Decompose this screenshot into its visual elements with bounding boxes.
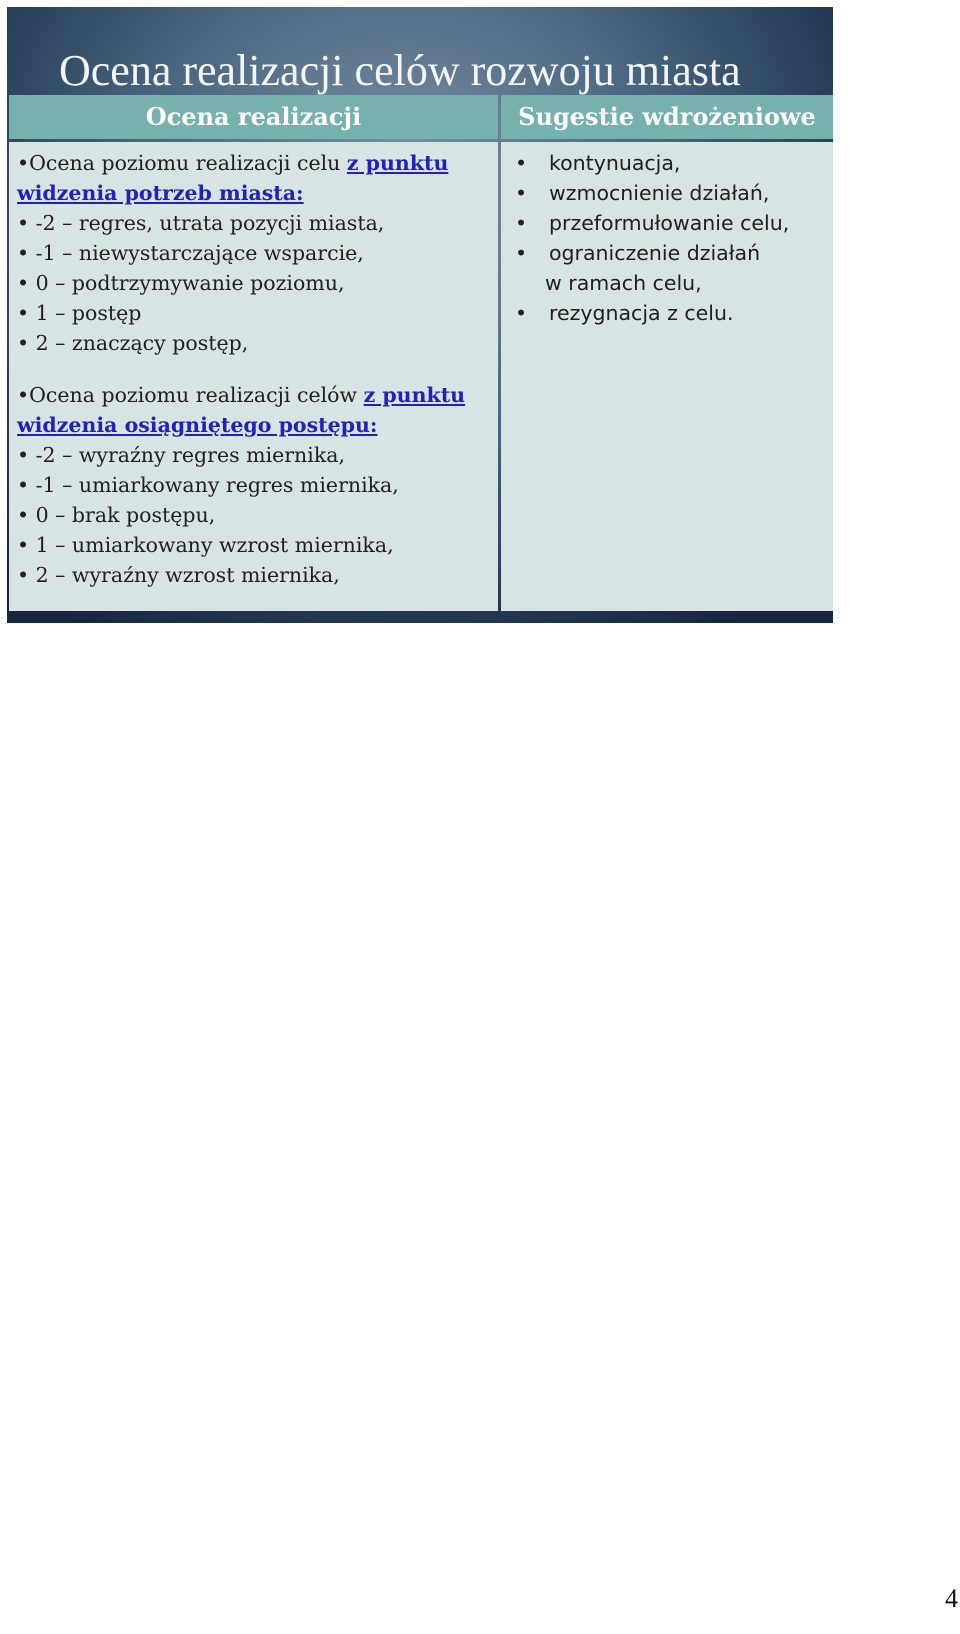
- page-number: 4: [945, 1584, 958, 1613]
- suggestion-text: rezygnacja z celu.: [549, 301, 734, 325]
- progress-assessment-intro: [17, 380, 494, 440]
- scale-item: • -1 – niewystarczające wsparcie,: [17, 241, 364, 265]
- scale-item: • 2 – znaczący postęp,: [17, 331, 249, 355]
- assessment-table: [9, 95, 833, 611]
- cell-ocena-realizacji: [9, 142, 498, 611]
- suggestion-item: [513, 238, 829, 268]
- intro-text: •Ocena poziomu realizacji celów: [17, 383, 364, 407]
- suggestions-list: [513, 148, 829, 328]
- suggestion-item: [513, 178, 829, 208]
- bullet-icon: •: [515, 241, 528, 265]
- header-sugestie-wdrozeniowe: Sugestie wdrożeniowe: [501, 95, 833, 139]
- slide: [7, 7, 833, 623]
- scale-item: • 0 – podtrzymywanie poziomu,: [17, 271, 345, 295]
- bullet-icon: •: [515, 151, 528, 175]
- suggestion-continuation: w ramach celu,: [545, 271, 702, 295]
- header-ocena-realizacji: Ocena realizacji: [9, 95, 498, 139]
- needs-assessment-block: [17, 148, 494, 358]
- suggestion-text: przeformułowanie celu,: [549, 211, 790, 235]
- scale-item: • -2 – regres, utrata pozycji miasta,: [17, 211, 385, 235]
- cell-sugestie-wdrozeniowe: [501, 142, 833, 611]
- slide-title: Ocena realizacji celów rozwoju miasta: [59, 46, 741, 95]
- progress-assessment-block: [17, 380, 494, 590]
- highlight-text: z punktu: [346, 151, 449, 175]
- scale-item: • 0 – brak postępu,: [17, 503, 216, 527]
- bullet-icon: •: [515, 211, 528, 235]
- suggestion-text: kontynuacja,: [549, 151, 681, 175]
- suggestion-item: [513, 208, 829, 238]
- scale-item: • 1 – umiarkowany wzrost miernika,: [17, 533, 394, 557]
- highlight-text: widzenia osiągniętego postępu:: [17, 413, 378, 437]
- highlight-text: widzenia potrzeb miasta:: [17, 181, 304, 205]
- needs-assessment-intro: [17, 148, 494, 208]
- scale-item: • 1 – postęp: [17, 301, 142, 325]
- highlight-text: z punktu: [363, 383, 466, 407]
- suggestion-text: ograniczenie działań: [549, 241, 761, 265]
- suggestion-item: [513, 148, 829, 178]
- suggestion-text: wzmocnienie działań,: [549, 181, 770, 205]
- scale-item: • 2 – wyraźny wzrost miernika,: [17, 563, 340, 587]
- bullet-icon: •: [515, 181, 528, 205]
- scale-item: • -2 – wyraźny regres miernika,: [17, 443, 345, 467]
- scale-item: • -1 – umiarkowany regres miernika,: [17, 473, 399, 497]
- suggestion-item: [513, 298, 829, 328]
- intro-text: •Ocena poziomu realizacji celu: [17, 151, 347, 175]
- bullet-icon: •: [515, 301, 528, 325]
